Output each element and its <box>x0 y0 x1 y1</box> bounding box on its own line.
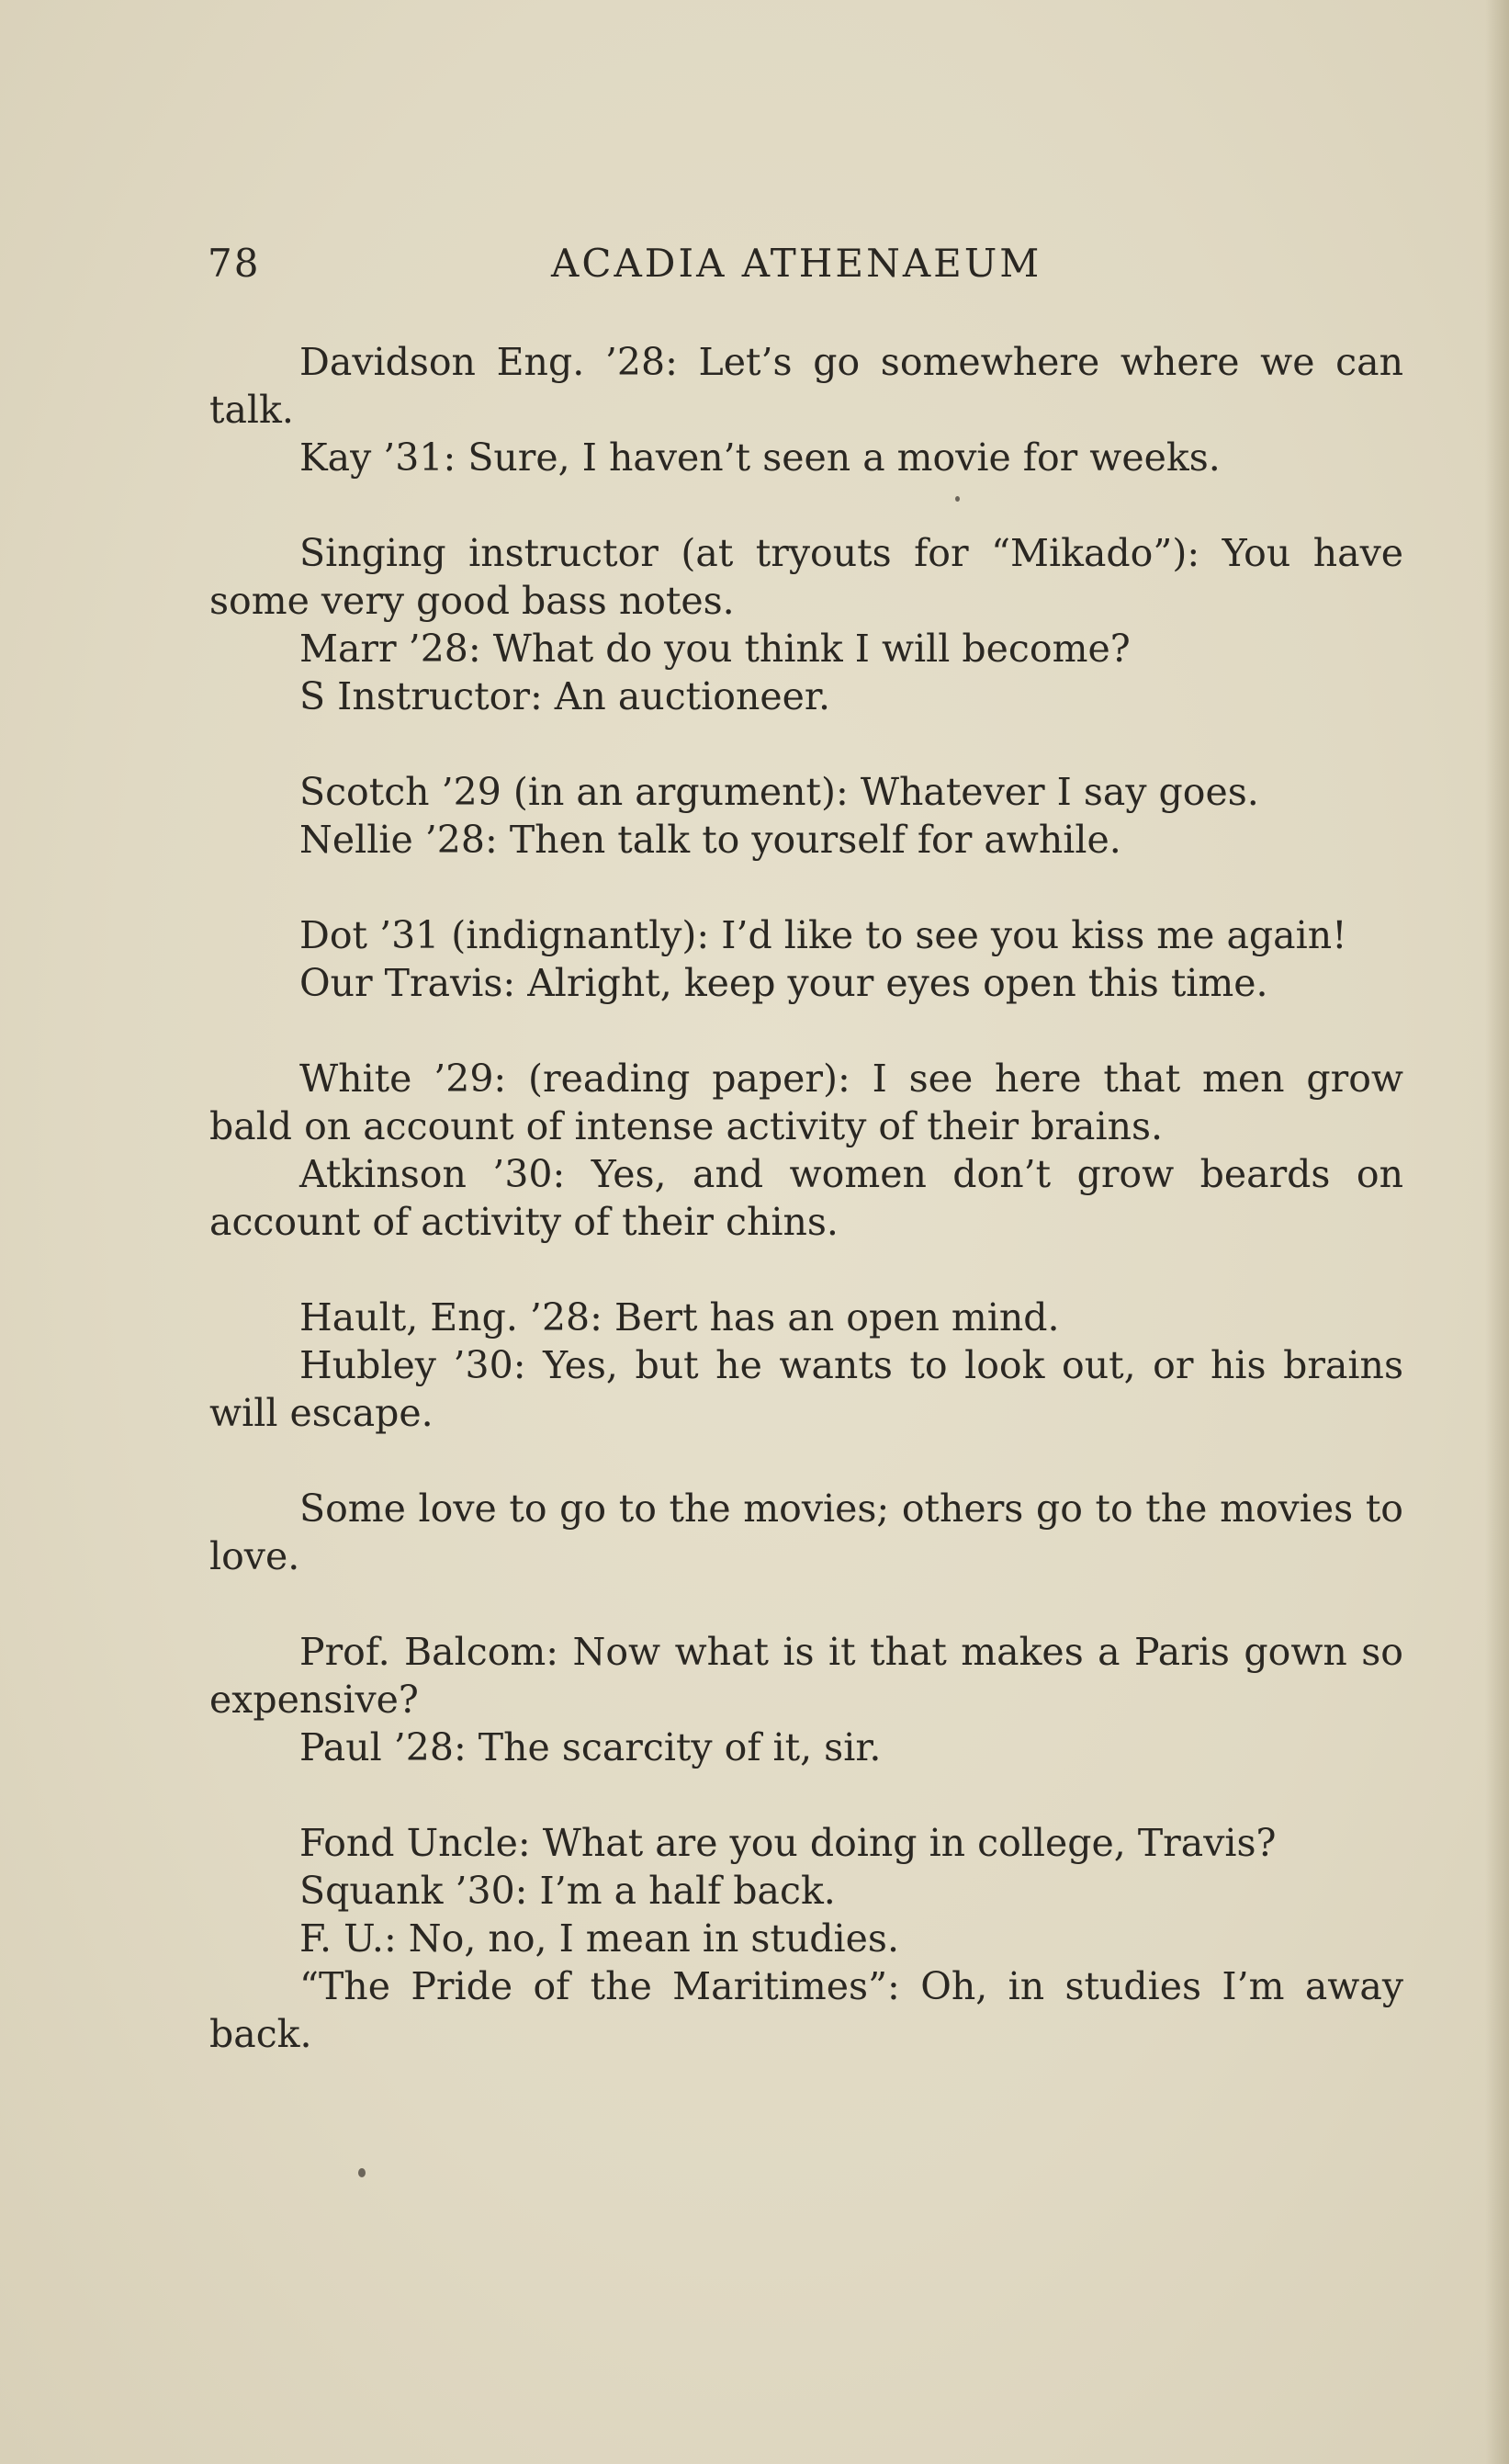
joke-5 <box>209 1055 1403 1246</box>
joke-7 <box>209 1485 1403 1580</box>
joke-line: Fond Uncle: What are you doing in college, Travis? <box>299 1821 1277 1865</box>
joke-line: Singing instructor (at tryouts for “Mikado”): You have some very good bass notes. <box>209 531 1403 623</box>
joke-line: F. U.: No, no, I mean in studies. <box>299 1916 899 1961</box>
running-title: ACADIA ATHENAEUM <box>551 241 1042 286</box>
joke-1 <box>209 338 1403 481</box>
page-body <box>209 338 1403 2058</box>
joke-4 <box>209 911 1403 1007</box>
joke-8 <box>209 1628 1403 1771</box>
joke-line: Hubley ’30: Yes, but he wants to look out, or his brains will escape. <box>209 1343 1403 1435</box>
joke-line: Our Travis: Alright, keep your eyes open this time. <box>299 961 1268 1005</box>
joke-line: Some love to go to the movies; others go to the movies to love. <box>209 1486 1403 1578</box>
joke-line: Nellie ’28: Then talk to yourself for awhile. <box>299 818 1121 862</box>
joke-line: Kay ’31: Sure, I haven’t seen a movie for weeks. <box>299 435 1221 480</box>
joke-line: S Instructor: An auctioneer. <box>299 674 831 718</box>
joke-line: Dot ’31 (indignantly): I’d like to see you kiss me again! <box>299 913 1347 957</box>
running-header <box>208 241 1310 296</box>
joke-line: Hault, Eng. ’28: Bert has an open mind. <box>299 1295 1060 1339</box>
print-speck <box>358 2168 366 2177</box>
joke-line: Davidson Eng. ’28: Let’s go somewhere where we can talk. <box>209 340 1403 432</box>
page-edge-shadow <box>1485 0 1509 2464</box>
joke-9 <box>209 1819 1403 2058</box>
joke-line: Prof. Balcom: Now what is it that makes a Paris gown so expensive? <box>209 1630 1403 1722</box>
print-speck <box>955 496 960 502</box>
page-number: 78 <box>208 241 261 286</box>
joke-line: Marr ’28: What do you think I will become? <box>299 627 1131 671</box>
joke-line: Squank ’30: I’m a half back. <box>299 1869 836 1913</box>
joke-3 <box>209 768 1403 864</box>
joke-line: Paul ’28: The scarcity of it, sir. <box>299 1725 882 1769</box>
joke-line: “The Pride of the Maritimes”: Oh, in studies I’m away back. <box>209 1964 1403 2056</box>
joke-2 <box>209 529 1403 720</box>
joke-line: White ’29: (reading paper): I see here that men grow bald on account of intense activity of their brains. <box>209 1057 1403 1148</box>
joke-line: Atkinson ’30: Yes, and women don’t grow beards on account of activity of their chins. <box>209 1152 1403 1244</box>
joke-6 <box>209 1294 1403 1437</box>
joke-line: Scotch ’29 (in an argument): Whatever I say goes. <box>299 770 1259 814</box>
